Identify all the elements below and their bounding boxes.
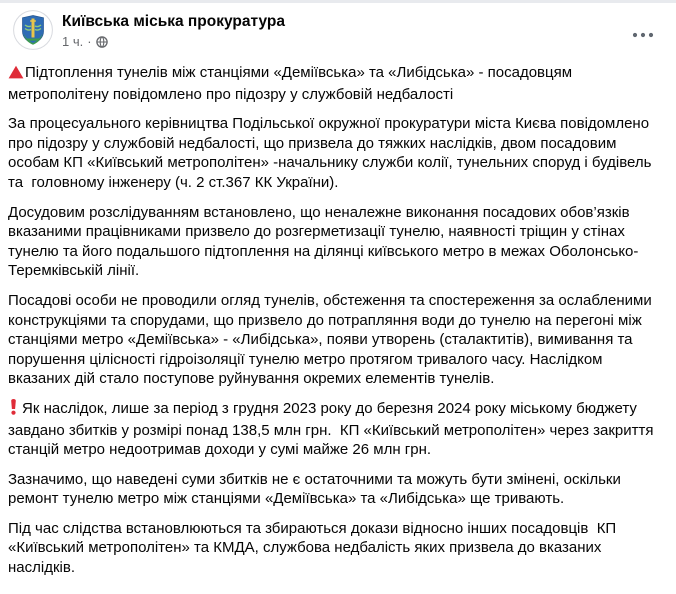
post-paragraph [8,63,667,104]
post-paragraph [8,203,667,281]
facebook-post-card [0,3,676,594]
post-paragraph [8,114,667,192]
globe-public-icon [96,36,108,48]
paragraph-text: Посадові особи не проводили огляд тунелів, обстеження та спостереження за ослабленими конструкціями та спорудами, що призвело до потрапляння води до тунелю на перегоні між станціями метро «Деміївська» - «Либідська», появи утворень (сталактитів), вимивання та порушення цілісності гідроізоляції тунелю метро протягом тривалого часу. Наслідком вказаних дій стало поступове руйнування окремих елементів тунелів. [8,291,656,388]
paragraph-text: Зазначимо, що наведені суми збитків не є остаточними та можуть бути змінені, оскільки ремонт тунелю метро між станціями «Деміївська» та «Либідська» ще тривають. [8,470,626,508]
page-avatar[interactable] [13,10,53,50]
header-info [62,10,285,49]
paragraph-text: За процесуального керівництва Подільської окружної прокуратури міста Києва повідомлено про підозру у службовій недбалості, що призвела до тяжких наслідків, двом посадовим особам КП «Київський метрополітен» -начальнику служби колії, тунельних споруд і будівель та головному інженеру (ч. 2 ст.367 КК України). [8,115,656,191]
paragraph-text: Як наслідок, лише за період з грудня 2023 року до березня 2024 року міському бюджету завдано збитків у розмірі понад 138,5 млн грн. КП «Київський метрополітен» через закриття станцій метро недоотримав доходи у сумі майже 26 млн грн. [8,399,658,459]
post-paragraph [8,291,667,389]
post-options-menu-icon[interactable] [628,21,658,47]
post-body [0,52,676,594]
paragraph-text: Під час слідства встановлюються та збираються докази відносно інших посадовців КП «Київський метрополітен» та КМДА, службова недбалість яких призвела до вказаних наслідків. [8,519,621,577]
post-paragraph [8,470,667,509]
red-triangle-icon [8,65,24,85]
post-paragraph [8,519,667,578]
post-meta[interactable] [62,34,285,49]
post-paragraph [8,399,667,460]
post-header [0,3,676,52]
paragraph-text: Підтоплення тунелів між станціями «Деміївська» та «Либідська» - посадовцям метрополітену повідомлено про підозру у службовій недбалості [8,64,577,103]
meta-separator: · [87,34,92,49]
post-timestamp[interactable]: 1 ч. [62,34,84,49]
prosecutor-emblem-icon [13,10,53,50]
red-exclamation-icon [10,399,17,421]
paragraph-text: Досудовим розслідуванням встановлено, що неналежне виконання посадових обов’язків вказаними працівниками призвело до розгерметизації тунелю, наявності тріщин у стінах тунелю та його подальшого підтоплення на ділянці київського метро в межах Оболонсько-Теремківській лінії. [8,203,639,280]
page-name-link[interactable]: Київська міська прокуратура [62,13,285,30]
